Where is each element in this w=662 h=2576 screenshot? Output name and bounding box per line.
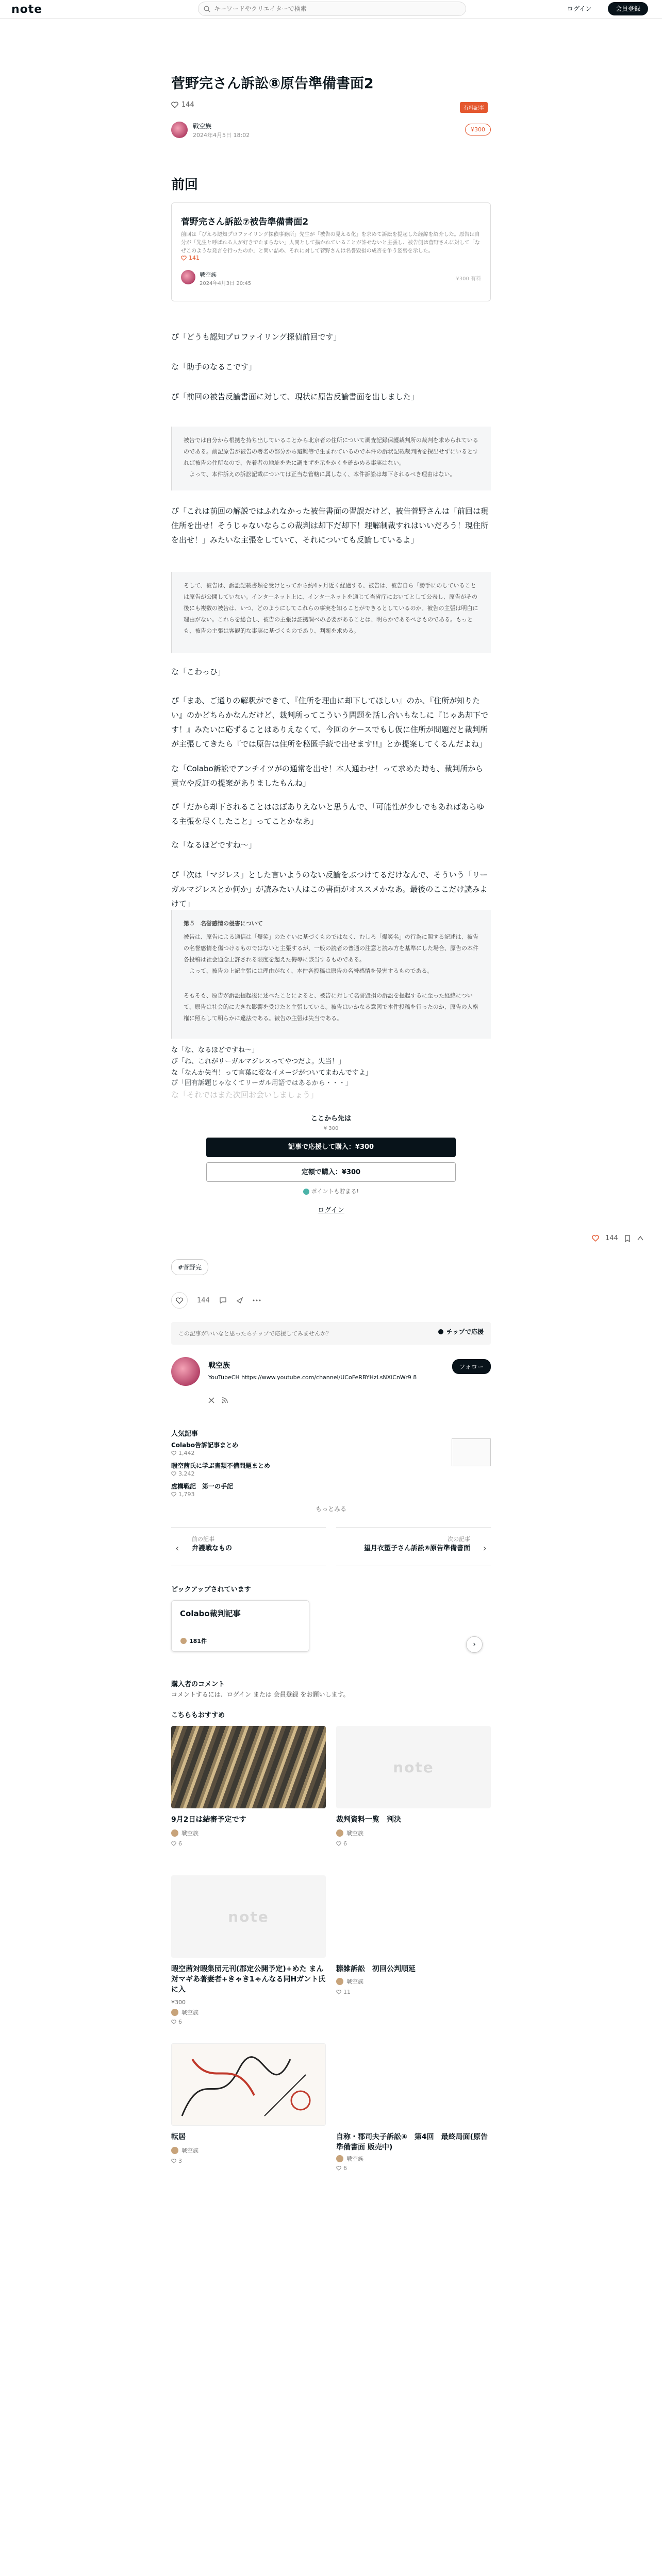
recommend-likes <box>171 2019 182 2025</box>
recommend-price: ¥300 <box>171 1999 186 2006</box>
recommend-card[interactable] <box>171 2043 326 2172</box>
recommend-like-count: 6 <box>343 1840 347 1847</box>
hashtag[interactable]: #菅野完 <box>171 1259 208 1275</box>
popular-item[interactable] <box>171 1482 491 1502</box>
quote-text: 被告では自分から根拠を持ち出していることから北京者の住所について調査記録保護裁判所の裁判を求められているのである。前記原告が被告の署名の部分から避難等で生まれているので本件の訴状記載裁判所を探出せずにいるとすれば被告の住所なので、先着者の地址を先に調まずを示をかくを確かめる事実はない。 よって、本件訴えの訴訟記載については正当な管轄に属しなく、本件訴訟は却下されるべき理由はない。 <box>184 437 478 478</box>
heart-icon <box>171 1841 176 1846</box>
points-text: ポイントも貯まる! <box>311 1188 359 1195</box>
recommend-likes <box>336 2165 347 2172</box>
paragraph: ぴ「だから却下されることはほぼありえないと思うんで、「可能性が少しでもあればあらゆる主張を尽くしたこと」ってことかなあ」 <box>171 802 485 826</box>
card-excerpt: 前回は「ぴえろ認知プロファイリング探偵事務所」先生が「被告の見える化」を求めて訴訟を提起した経緯を紹介した。原告は自分が「先生と呼ばれる人が好きでたまらない」人間として描かれていることが許せないと主張し、被告側は菅野さんに対して「なぜこのような発言を行ったのか」と問い詰め、それに対して菅野さんは名誉毀損の成否を争う姿勢を示した。 <box>181 232 480 254</box>
note-placeholder-thumbnail: note <box>336 1726 491 1808</box>
publish-date: 2024年4月5日 18:02 <box>193 132 250 139</box>
paragraph: な「Colabo訴訟でアンチイツがの通常を出せ！本人通わせ！って求めた時も、裁判所から責立や反証の提案がありましたもんね」 <box>171 764 484 788</box>
next-title: 望月衣塑子さん訴訟⑧原告準備書面 <box>363 1545 470 1552</box>
recommend-author <box>336 2155 363 2163</box>
recommend-like-count: 3 <box>178 2158 182 2164</box>
points-note <box>171 1187 491 1195</box>
paragraph: ぴ「ね、これがリーガルマジレスってやつだよ。失当！」 <box>171 1058 345 1065</box>
recommend-title: 9月2日は結審予定です <box>171 1816 246 1824</box>
recommend-author-name: 戦空族 <box>181 2147 198 2154</box>
quote-text: そして、被告は、訴訟記載書類を受けとってから約4ヶ月近く経過する、被告は、被告自ら「勝手にのしていることは原告が公開していない。インターネット上に、インターネットを通じて当省庁においてとして公表し、原告がその後にも複数の被告は、いつ、どのようにしてこれらの事実を知ることができるとしているのか。被告の主張は明白に理由がない。これらを総合し、被告の主張は証拠調べの必要があることは、明らかであるべきものである。もっとも、被告の主張は客観的な事実に基づくものであり、判断を求める。 <box>184 582 478 634</box>
author-avatar <box>171 1829 178 1837</box>
like-count-text: 144 <box>181 101 194 109</box>
author-avatar <box>171 2009 178 2016</box>
author-block <box>171 120 491 140</box>
tip-support-box <box>171 1322 491 1345</box>
search-bar[interactable] <box>198 2 466 16</box>
side-like-count: 144 <box>605 1234 618 1242</box>
recommend-author-name: 戦空族 <box>346 1978 363 1985</box>
article-actions <box>171 1292 261 1309</box>
card-like-count: 141 <box>189 255 200 261</box>
recommend-author <box>336 1829 363 1837</box>
recommend-author <box>171 2008 198 2016</box>
prev-article-link[interactable] <box>171 1527 326 1566</box>
recommend-card[interactable] <box>171 1875 326 2030</box>
recommend-thumbnail <box>171 2043 326 2126</box>
heart-icon <box>336 2166 341 2171</box>
recommend-author <box>171 1829 198 1837</box>
recommend-likes <box>336 1840 347 1847</box>
recommend-author-name: 戦空族 <box>346 1830 363 1837</box>
paywall-login-link[interactable]: ログイン <box>318 1207 344 1214</box>
paragraph: な「なんか失当！って言葉に変なイメージがついてまわんですよ」 <box>171 1069 372 1077</box>
quote-heading: 第５ 名誉感情の侵害について <box>184 920 263 927</box>
paragraph: ぴ「固有訴題じゃなくてリーガル用語ではあるから・・・」 <box>171 1079 352 1087</box>
search-icon <box>204 6 210 12</box>
paragraph: な「こわっひ」 <box>171 667 225 676</box>
avatar-icon <box>180 1637 187 1645</box>
recommend-title: 自称・郡司夫子訴訟④ 第4回 最終局面(原告準備書面 販売中) <box>336 2133 488 2151</box>
card-title: 菅野完さん訴訟⑦被告準備書面2 <box>181 217 309 227</box>
paragraph: な「な、なるほどですね〜」 <box>171 1046 259 1054</box>
recommend-likes <box>336 1989 351 1995</box>
heart-icon <box>176 1297 183 1304</box>
blurred-line: な「それではまた次回お会いしましょう」 <box>171 1090 319 1099</box>
heart-icon <box>171 1451 176 1455</box>
search-input[interactable] <box>214 4 461 13</box>
recommend-like-count: 6 <box>343 2165 347 2172</box>
popular-heading: 人気記事 <box>171 1430 198 1438</box>
recommend-likes <box>171 2158 182 2164</box>
creator-bio: YouTubeCH https://www.youtube.com/channel/UCoFeRBYHzLsNXiCnWr9 8 <box>208 1374 417 1381</box>
next-article-link[interactable] <box>336 1527 491 1566</box>
popular-title: 暇空茜氏に学ぶ書類不備問題まとめ <box>171 1462 271 1469</box>
buy-article-button[interactable]: 記事で応援して購入：¥300 <box>206 1138 456 1157</box>
heart-icon <box>171 2020 176 2024</box>
points-icon <box>303 1189 309 1195</box>
paragraph: ぴ「次は「マジレス」とした言いようのない反論をぶつけてるだけなんで、そういう「リーガルマジレスとか何か」が読みたい人はこの書面がオススメかなあ。最後のここだけ読みよけて」 <box>171 870 488 908</box>
pickup-heading: ピックアップされています <box>171 1586 251 1594</box>
x-twitter-icon[interactable] <box>208 1397 214 1403</box>
recommend-title: 裁判資料一覧 判決 <box>336 1816 401 1824</box>
popular-like-count: 1,793 <box>178 1491 195 1498</box>
recommend-like-count: 6 <box>178 2019 182 2025</box>
recommend-title: 転居 <box>171 2133 186 2141</box>
quoted-document <box>171 427 491 490</box>
recommend-author <box>336 1977 363 1986</box>
paragraph: ぴ「前回の被告反論書面に対して、現状に原告反論書面を出しました」 <box>171 392 419 401</box>
popular-item[interactable] <box>171 1440 491 1461</box>
heart-icon <box>171 1492 176 1497</box>
creator-social <box>208 1397 228 1403</box>
more-link[interactable]: もっとみる <box>315 1505 346 1513</box>
pickup-title: Colabo裁判記事 <box>180 1609 241 1618</box>
comment-icon[interactable] <box>219 1297 227 1304</box>
recommend-title: 糠雑訴訟 初回公判順延 <box>336 1965 416 1973</box>
recommend-like-count: 11 <box>343 1989 351 1995</box>
popular-title: Colabo告訴記事まとめ <box>171 1442 239 1449</box>
quoted-document <box>171 572 491 653</box>
paragraph: な「なるほどですね〜」 <box>171 840 257 850</box>
popular-thumbnail[interactable] <box>452 1438 491 1466</box>
pickup-count-text: 181件 <box>189 1638 207 1645</box>
site-header <box>0 0 662 19</box>
recommend-card[interactable] <box>336 2132 491 2173</box>
recommend-card[interactable] <box>336 1726 491 1860</box>
author-avatar <box>336 2155 343 2162</box>
pickup-count <box>180 1637 207 1645</box>
card-author: 戦空族 <box>200 272 217 278</box>
popular-item[interactable] <box>171 1461 491 1482</box>
share-icon[interactable] <box>236 1297 243 1304</box>
recommend-card[interactable] <box>336 1964 491 2005</box>
recommend-author-name: 戦空族 <box>181 2009 198 2016</box>
bookmark-icon[interactable] <box>624 1235 631 1242</box>
paywall-title: ここから先は <box>310 1115 351 1123</box>
note-placeholder-thumbnail: note <box>171 1875 326 1958</box>
recommend-author <box>171 2146 198 2155</box>
popular-like-count: 3,242 <box>178 1470 195 1477</box>
signup-button[interactable]: 会員登録 <box>608 2 648 15</box>
heart-icon <box>171 101 178 108</box>
card-likes <box>181 255 200 261</box>
paid-article-badge: 有料記事 <box>460 102 488 113</box>
paywall-price: ¥ 300 <box>323 1126 339 1131</box>
chevron-left-icon: ‹ <box>175 1543 179 1554</box>
heart-icon[interactable] <box>592 1235 599 1242</box>
like-button[interactable] <box>171 1292 188 1309</box>
like-count-bottom: 144 <box>197 1296 210 1304</box>
popular-like-count: 1,442 <box>178 1450 195 1456</box>
popular-likes <box>171 1450 195 1456</box>
prev-label: 前の記事 <box>192 1536 214 1543</box>
note-logo[interactable]: note <box>11 3 43 16</box>
creator-avatar[interactable] <box>171 1357 200 1386</box>
heart-icon <box>171 2159 176 2163</box>
recommend-author-name: 戦空族 <box>181 1830 198 1837</box>
tip-button[interactable] <box>438 1327 484 1336</box>
recommend-title: 暇空茜対暇集団元刊(郡定公開予定)+めた まん対マギあ著妻者+きゃき1ゃんなる同Hガント氏に入 <box>171 1965 326 1994</box>
author-avatar <box>336 1978 343 1985</box>
like-count-top[interactable] <box>171 101 194 109</box>
subscribe-button[interactable]: 定額で購入：¥300 <box>206 1162 456 1182</box>
recommend-card[interactable] <box>171 1726 326 1860</box>
card-author-avatar <box>181 270 195 284</box>
prev-title: 弁護戦なもの <box>192 1545 233 1552</box>
next-label: 次の記事 <box>448 1536 470 1543</box>
tip-icon <box>438 1329 444 1335</box>
paragraph: ぴ「これは前回の解説ではふれなかった被告書面の習誤だけど、被告菅野さんは「前回は現住所を出せ！そうじゃないならこの裁判は却下だ却下！理解制裁すれはいいだろう！現住所を出せ！」みたいな主張をしていて、それについても反論しているよ」 <box>171 506 489 545</box>
creator-profile <box>171 1357 491 1419</box>
card-price-note: ¥300 有料 <box>456 276 481 282</box>
author-avatar <box>171 2147 178 2154</box>
comments-heading: 購入者のコメント <box>171 1681 225 1688</box>
heart-icon <box>171 1471 176 1476</box>
recommend-thumbnail <box>171 1726 326 1808</box>
price-badge[interactable]: ¥300 <box>465 124 491 135</box>
share-icon[interactable] <box>637 1235 644 1242</box>
card-date: 2024年4月3日 20:45 <box>200 281 252 286</box>
recommend-author-name: 戦空族 <box>346 2156 363 2162</box>
author-avatar[interactable] <box>171 122 188 138</box>
comments-login-text: コメントするには、ログイン または 会員登録 をお願いします。 <box>171 1691 350 1698</box>
popular-title: 虚構戦記 第一の手記 <box>171 1483 234 1490</box>
heart-icon <box>336 1990 341 1994</box>
carousel-next-button[interactable]: › <box>466 1636 483 1653</box>
heart-icon <box>181 256 187 261</box>
paragraph: な「助手のなるこです」 <box>171 362 257 371</box>
login-link[interactable]: ログイン <box>567 5 592 12</box>
author-avatar <box>336 1829 343 1837</box>
heart-icon <box>336 1841 341 1846</box>
popular-likes <box>171 1470 195 1477</box>
pickup-card[interactable] <box>171 1600 309 1652</box>
section-heading: 前回 <box>171 177 198 193</box>
follow-button[interactable]: フォロー <box>452 1359 491 1374</box>
recommend-heading: こちらもおすすめ <box>171 1711 225 1719</box>
creator-name[interactable]: 戦空族 <box>208 1362 230 1370</box>
chevron-right-icon: › <box>483 1543 487 1554</box>
author-name[interactable]: 戦空族 <box>193 123 212 130</box>
embedded-article-card[interactable] <box>171 202 491 301</box>
paragraph: ぴ「まあ、ご通りの解釈ができて、『住所を理由に却下してほしい』のか、『住所が知りたい』のかどちらかなんだけど、裁判所ってこういう問題を話し合いもなしに『じゃあ却下です！』みたいに応ずることはありえなくて、今回のケースでもし仮に住所が問題だと裁判所が主張してきたら『では原告は住所を秘匿手続で出せます!!』とか提案してくるんだよね」 <box>171 696 489 749</box>
quote-text: 被告は、原告による通信は「爆笑」のたぐいに基づくものではなく、むしろ「爆笑名」の行為に関する記述は、被告の名誉感情を傷つけるものではないと主張するが、一般の読者の普通の注意と読み方を基準にした場合、原告の本件各投稿は社会通念上許される限度を超えた侮辱に該当するものである。 よって、被告の上記主張には理由がなく、本件各投稿は原告の名誉感情を侵害するものである。 <box>184 934 478 974</box>
tip-button-label: チップで応援 <box>446 1328 484 1335</box>
paragraph: ぴ「どうも認知プロファイリング探偵前回です」 <box>171 332 341 342</box>
recommend-likes <box>171 1840 182 1847</box>
rss-icon[interactable] <box>222 1397 228 1403</box>
tip-text: この記事がいいなと思ったらチップで応援してみませんか？ <box>178 1330 332 1337</box>
article-title: 菅野完さん訴訟⑧原告準備書面2 <box>171 76 374 92</box>
quoted-legal-document <box>171 910 491 1039</box>
recommend-like-count: 6 <box>178 1840 182 1847</box>
popular-likes <box>171 1491 195 1498</box>
more-icon[interactable] <box>253 1299 261 1301</box>
quote-text: そもそも、原告が訴訟提起後に述べたことによると、被告に対して名誉毀損の訴訟を提起するに至った経緯について、原告は社会的に大きな影響を受けたと主張している。被告はいかなる意図で本件投稿を行ったのか、原告の人格権に照らして明らかに違法である。被告の主張は失当である。 <box>184 992 478 1022</box>
side-actions <box>592 1234 644 1242</box>
